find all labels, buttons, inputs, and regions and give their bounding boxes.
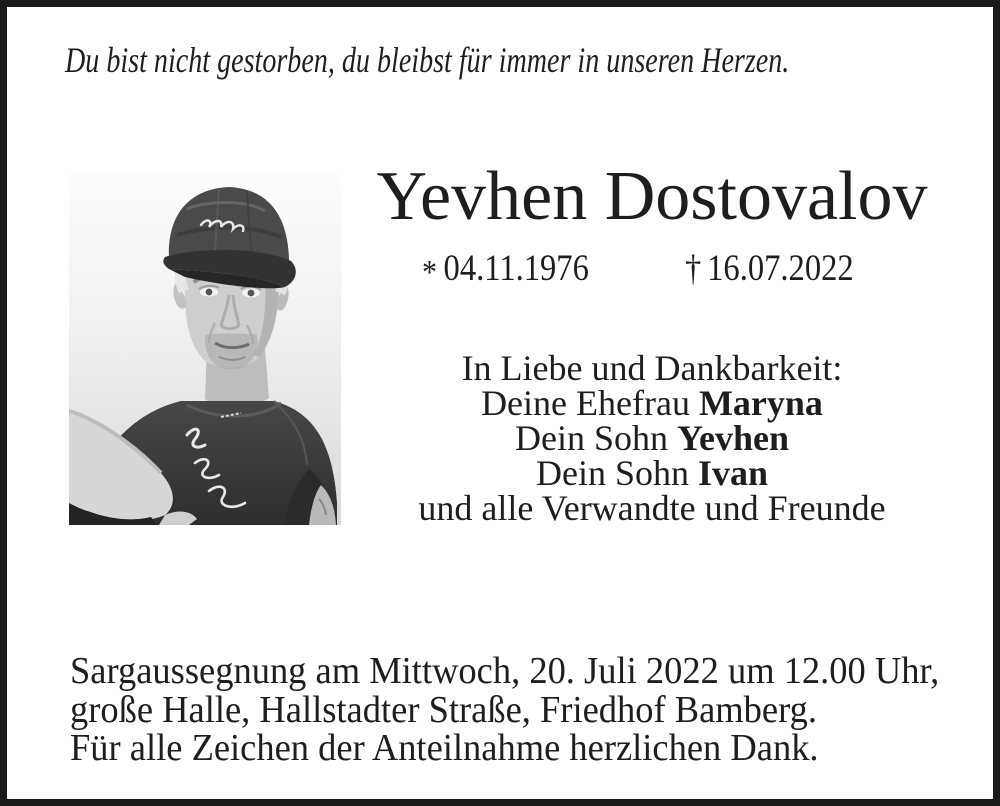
tribute-intro: In Liebe und Dankbarkeit: xyxy=(461,348,843,388)
funeral-info-line-3: Für alle Zeichen der Anteilnahme herzlichen Dank. xyxy=(70,727,819,770)
tribute-outro: und alle Verwandte und Freunde xyxy=(418,488,886,528)
birth-date: 04.11.1976 xyxy=(443,248,589,289)
tribute-name: Maryna xyxy=(698,383,823,423)
tribute-prefix: Dein Sohn xyxy=(514,418,668,458)
death-date-group xyxy=(685,248,854,290)
tribute-prefix: Deine Ehefrau xyxy=(481,383,690,423)
born-star-icon: * xyxy=(422,254,437,292)
deceased-name: Yevhen Dostovalov xyxy=(376,158,928,235)
tribute-prefix: Dein Sohn xyxy=(535,453,689,493)
family-tribute xyxy=(352,348,952,528)
portrait-photo-graphic xyxy=(69,173,341,525)
tribute-name: Yevhen xyxy=(676,418,789,458)
tribute-line-son-1 xyxy=(352,418,952,458)
tribute-line-son-2 xyxy=(352,453,952,493)
funeral-information xyxy=(70,652,939,768)
funeral-info-line-1: Sargaussegnung am Mittwoch, 20. Juli 2022 um 12.00 Uhr, xyxy=(70,650,940,692)
tribute-line-wife xyxy=(352,383,952,423)
death-dagger-icon: † xyxy=(685,248,702,289)
portrait-photo xyxy=(69,173,341,525)
birth-date-group xyxy=(422,248,589,291)
tribute-name: Ivan xyxy=(697,453,769,493)
funeral-info-line-2: große Halle, Hallstadter Straße, Friedhof Bamberg. xyxy=(70,688,817,731)
memorial-quote: Du bist nicht gestorben, du bleibst für immer in unseren Herzen. xyxy=(65,40,790,80)
death-date: 16.07.2022 xyxy=(707,248,854,289)
